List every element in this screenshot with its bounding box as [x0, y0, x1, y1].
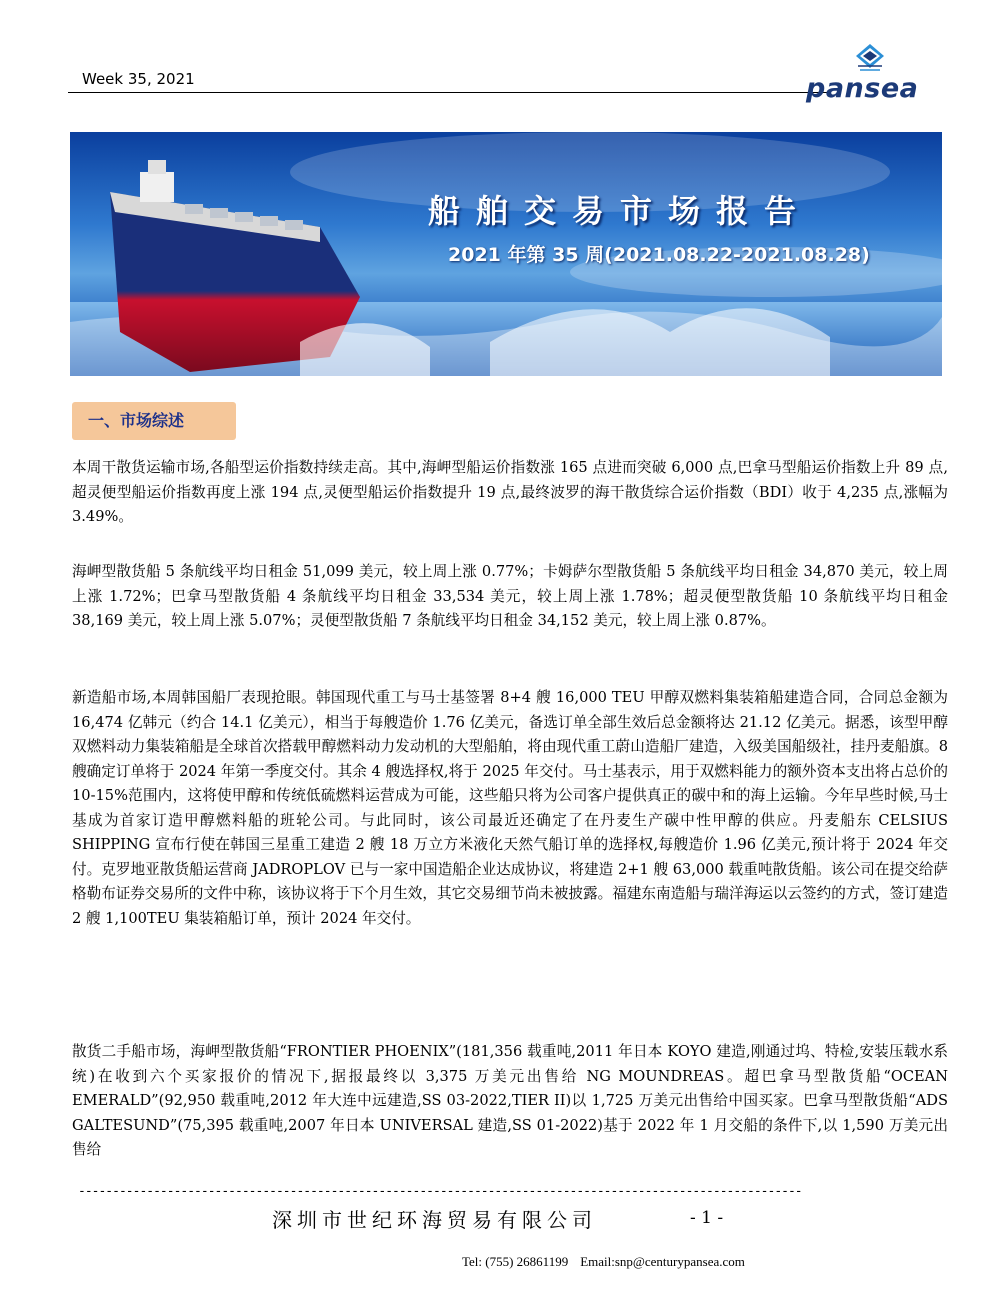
email-address[interactable]: Email:snp@centurypansea.com: [580, 1254, 745, 1269]
footer-divider: ----------------------------------------------------------------------------------------------------------: [78, 1184, 802, 1199]
company-name: 深圳市世纪环海贸易有限公司: [272, 1208, 597, 1232]
section-heading: 一、市场综述: [72, 402, 236, 440]
report-title: 船舶交易市场报告: [428, 192, 813, 230]
phone-number: Tel: (755) 26861199: [462, 1254, 569, 1269]
paragraph-time-charter: 海岬型散货船 5 条航线平均日租金 51,099 美元，较上周上涨 0.77%；卡姆萨尔型散货船 5 条航线平均日租金 34,870 美元，较上周上涨 1.72%；巴拿马型散货船 4 条航线平均日租金 33,534 美元，较上周上涨 1.78%；超灵便型散货船 10 条航线平均日租金 38,169 美元，较上周上涨 5.07%；灵便型散货船 7 条航线平均日租金 34,152 美元，较上周上涨 0.87%。: [72, 563, 948, 629]
header-rule: [68, 92, 828, 93]
paragraph-newbuilding: 新造船市场,本周韩国船厂表现抢眼。韩国现代重工与马士基签署 8+4 艘 16,000 TEU 甲醇双燃料集装箱船建造合同，合同总金额为 16,474 亿韩元（约合 14.1 亿美元），相当于每艘造价 1.76 亿美元，备选订单全部生效后总金额将达 21.12 亿美元。据悉，该型甲醇双燃料动力集装箱船是全球首次搭载甲醇燃料动力发动机的大型船舶，将由现代重工蔚山造船厂建造，入级美国船级社，挂丹麦船旗。8 艘确定订单将于 2024 年第一季度交付。其余 4 艘选择权,将于 2025 年交付。马士基表示，用于双燃料能力的额外资本支出将占总价的 10-15%范围内，这将使甲醇和传统低硫燃料运营成为可能，这些船只将为公司客户提供真正的碳中和的海上运输。今年早些时候,马士基成为首家订造甲醇燃料船的班轮公司。与此同时，该公司最近还确定了在丹麦生产碳中性甲醇的供应。丹麦船东 CELSIUS SHIPPING 宣布行使在韩国三星重工建造 2 艘 18 万立方米液化天然气船订单的选择权,每艘造价 1.96 亿美元,预计将于 2024 年交付。克罗地亚散货船运营商 JADROPLOV 已与一家中国造船企业达成协议，将建造 2+1 艘 63,000 载重吨散货船。该公司在提交给萨格勒布证券交易所的文件中称，该协议将于下个月生效，其它交易细节尚未被披露。福建东南造船与瑞洋海运以云签约的方式，签订建造 2 艘 1,100TEU 集装箱船订单，预计 2024 年交付。: [72, 689, 948, 927]
page-number: - 1 -: [690, 1208, 724, 1228]
report-subtitle: 2021 年第 35 周(2021.08.22-2021.08.28): [448, 244, 870, 266]
contact-info: [462, 1254, 745, 1270]
paragraph-second-hand: 散货二手船市场，海岬型散货船“FRONTIER PHOENIX”(181,356 载重吨,2011 年日本 KOYO 建造,刚通过坞、特检,安装压载水系统)在收到六个买家报价的情况下,据报最终以 3,375 万美元出售给 NG MOUNDREAS。超巴拿马型散货船“OCEAN EMERALD”(92,950 载重吨,2012 年大连中远建造,SS 03-2022,TIER II)以 1,725 万美元出售给中国买家。巴拿马型散货船“ADS GALTESUND”(75,395 载重吨,2007 年日本 UNIVERSAL 建造,SS 01-2022)基于 2022 年 1 月交船的条件下,以 1,590 万美元出售给: [72, 1043, 948, 1158]
paragraph-dry-bulk-index: 本周干散货运输市场,各船型运价指数持续走高。其中,海岬型船运价指数涨 165 点进而突破 6,000 点,巴拿马型船运价指数上升 89 点,超灵便型船运价指数再度上涨 194 点,灵便型船运价指数提升 19 点,最终波罗的海干散货综合运价指数（BDI）收于 4,235 点,涨幅为 3.49%。: [72, 459, 948, 525]
week-label: Week 35, 2021: [82, 70, 195, 88]
logo-wordmark: pansea: [806, 73, 919, 104]
